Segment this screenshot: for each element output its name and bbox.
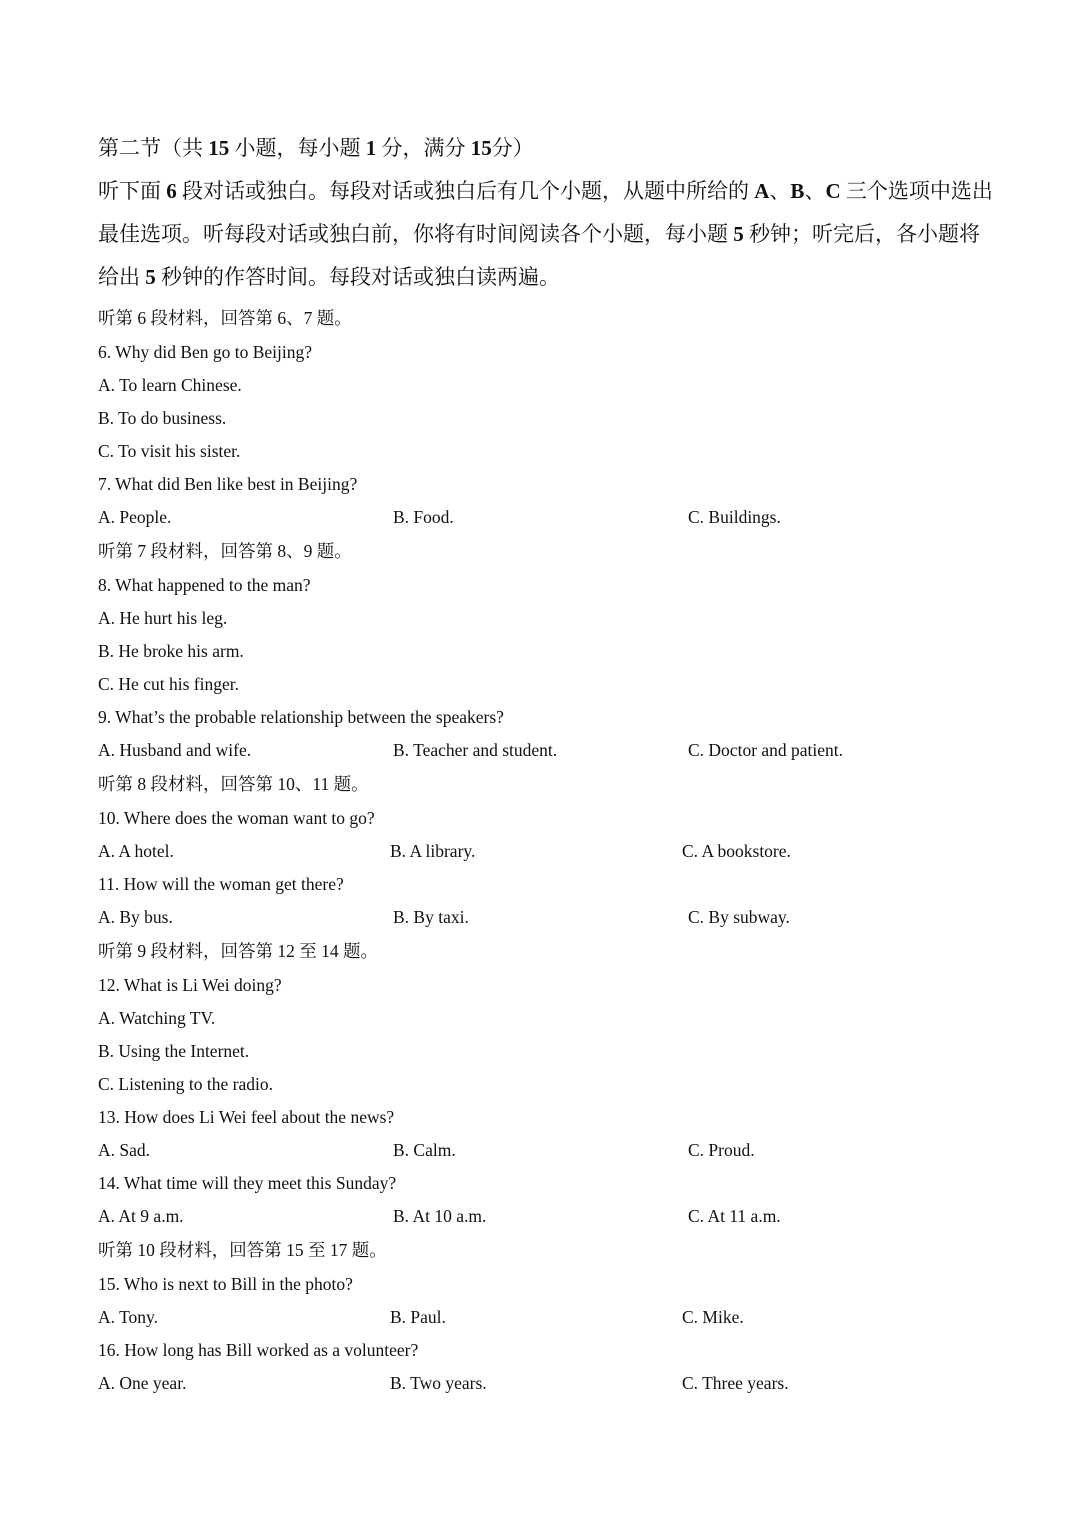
option-b: B. Food. — [393, 507, 454, 527]
option-c: C. Doctor and patient. — [688, 740, 844, 760]
question-stem: 12. What is Li Wei doing? — [98, 975, 282, 995]
instr-option: B — [790, 179, 805, 203]
option-a: A. Sad. — [98, 1140, 151, 1160]
group-header: 听第 8 段材料，回答第 10、11 题。 — [98, 774, 369, 794]
option-b: B. He broke his arm. — [98, 641, 244, 661]
title-number: 15 — [208, 136, 230, 160]
option-b: B. Teacher and student. — [393, 740, 558, 760]
instr-text: 三个选项中选出最佳选项。听每段对话或独白前，你将有时间阅读各个小题，每小题 — [98, 179, 993, 246]
title-text: 分） — [491, 136, 534, 160]
option-a: A. Watching TV. — [98, 1008, 216, 1028]
option-b: B. To do business. — [98, 408, 227, 428]
title-text: 小题，每小题 — [234, 136, 361, 160]
options-row — [98, 901, 998, 934]
instr-sep: 、 — [769, 179, 791, 203]
section-title — [98, 130, 998, 166]
options-row — [98, 1200, 998, 1233]
title-number: 15 — [470, 136, 492, 160]
option-a: A. To learn Chinese. — [98, 375, 242, 395]
option-b: B. Two years. — [390, 1373, 487, 1393]
question-stem: 9. What’s the probable relationship between the speakers? — [98, 707, 504, 727]
option-a: A. A hotel. — [98, 841, 174, 861]
option-a: A. By bus. — [98, 907, 173, 927]
options-row — [98, 501, 998, 534]
option-b: B. At 10 a.m. — [393, 1206, 487, 1226]
option-c: C. Listening to the radio. — [98, 1074, 273, 1094]
question-stem: 6. Why did Ben go to Beijing? — [98, 342, 313, 362]
option-b: B. A library. — [390, 841, 476, 861]
options-row — [98, 1301, 998, 1334]
options-row — [98, 1134, 998, 1167]
option-c: C. A bookstore. — [682, 841, 791, 861]
instr-number: 5 — [145, 265, 156, 289]
question-stem: 16. How long has Bill worked as a volunteer? — [98, 1340, 419, 1360]
option-b: B. By taxi. — [393, 907, 469, 927]
title-text: 第二节（共 — [98, 136, 203, 160]
option-c: C. Three years. — [682, 1373, 789, 1393]
option-c: C. By subway. — [688, 907, 790, 927]
instr-text: 秒钟的作答时间。每段对话或独白读两遍。 — [161, 265, 560, 289]
option-a: A. He hurt his leg. — [98, 608, 228, 628]
instr-sep: 、 — [804, 179, 826, 203]
title-number: 1 — [365, 136, 377, 160]
option-a: A. Tony. — [98, 1307, 159, 1327]
option-c: C. Proud. — [688, 1140, 755, 1160]
group-header: 听第 7 段材料，回答第 8、9 题。 — [98, 541, 352, 561]
option-a: A. Husband and wife. — [98, 740, 252, 760]
group-header: 听第 10 段材料，回答第 15 至 17 题。 — [98, 1240, 387, 1260]
options-row — [98, 1367, 998, 1400]
option-a: A. One year. — [98, 1373, 187, 1393]
instr-number: 6 — [166, 179, 177, 203]
question-stem: 14. What time will they meet this Sunday? — [98, 1173, 397, 1193]
option-c: C. At 11 a.m. — [688, 1206, 781, 1226]
option-b: B. Paul. — [390, 1307, 446, 1327]
option-c: C. To visit his sister. — [98, 441, 241, 461]
instr-number: 5 — [733, 222, 744, 246]
question-stem: 15. Who is next to Bill in the photo? — [98, 1274, 353, 1294]
instructions — [98, 170, 998, 299]
instr-option: C — [825, 179, 841, 203]
option-c: C. Mike. — [682, 1307, 744, 1327]
option-a: A. People. — [98, 507, 172, 527]
question-stem: 10. Where does the woman want to go? — [98, 808, 375, 828]
group-header: 听第 9 段材料，回答第 12 至 14 题。 — [98, 941, 378, 961]
instr-text: 秒钟；听完后，各小题将给出 — [98, 222, 980, 289]
group-header: 听第 6 段材料，回答第 6、7 题。 — [98, 308, 352, 328]
question-stem: 7. What did Ben like best in Beijing? — [98, 474, 358, 494]
question-stem: 13. How does Li Wei feel about the news? — [98, 1107, 395, 1127]
option-b: B. Calm. — [393, 1140, 456, 1160]
option-b: B. Using the Internet. — [98, 1041, 250, 1061]
instr-text: 听下面 — [98, 179, 161, 203]
options-row — [98, 835, 998, 868]
option-a: A. At 9 a.m. — [98, 1206, 184, 1226]
question-stem: 11. How will the woman get there? — [98, 874, 344, 894]
option-c: C. He cut his finger. — [98, 674, 239, 694]
title-text: 分，满分 — [381, 136, 466, 160]
option-c: C. Buildings. — [688, 507, 781, 527]
options-row — [98, 734, 998, 767]
instr-option: A — [754, 179, 770, 203]
exam-page — [98, 130, 998, 1400]
question-stem: 8. What happened to the man? — [98, 575, 311, 595]
instr-text: 段对话或独白。每段对话或独白后有几个小题，从题中所给的 — [182, 179, 749, 203]
